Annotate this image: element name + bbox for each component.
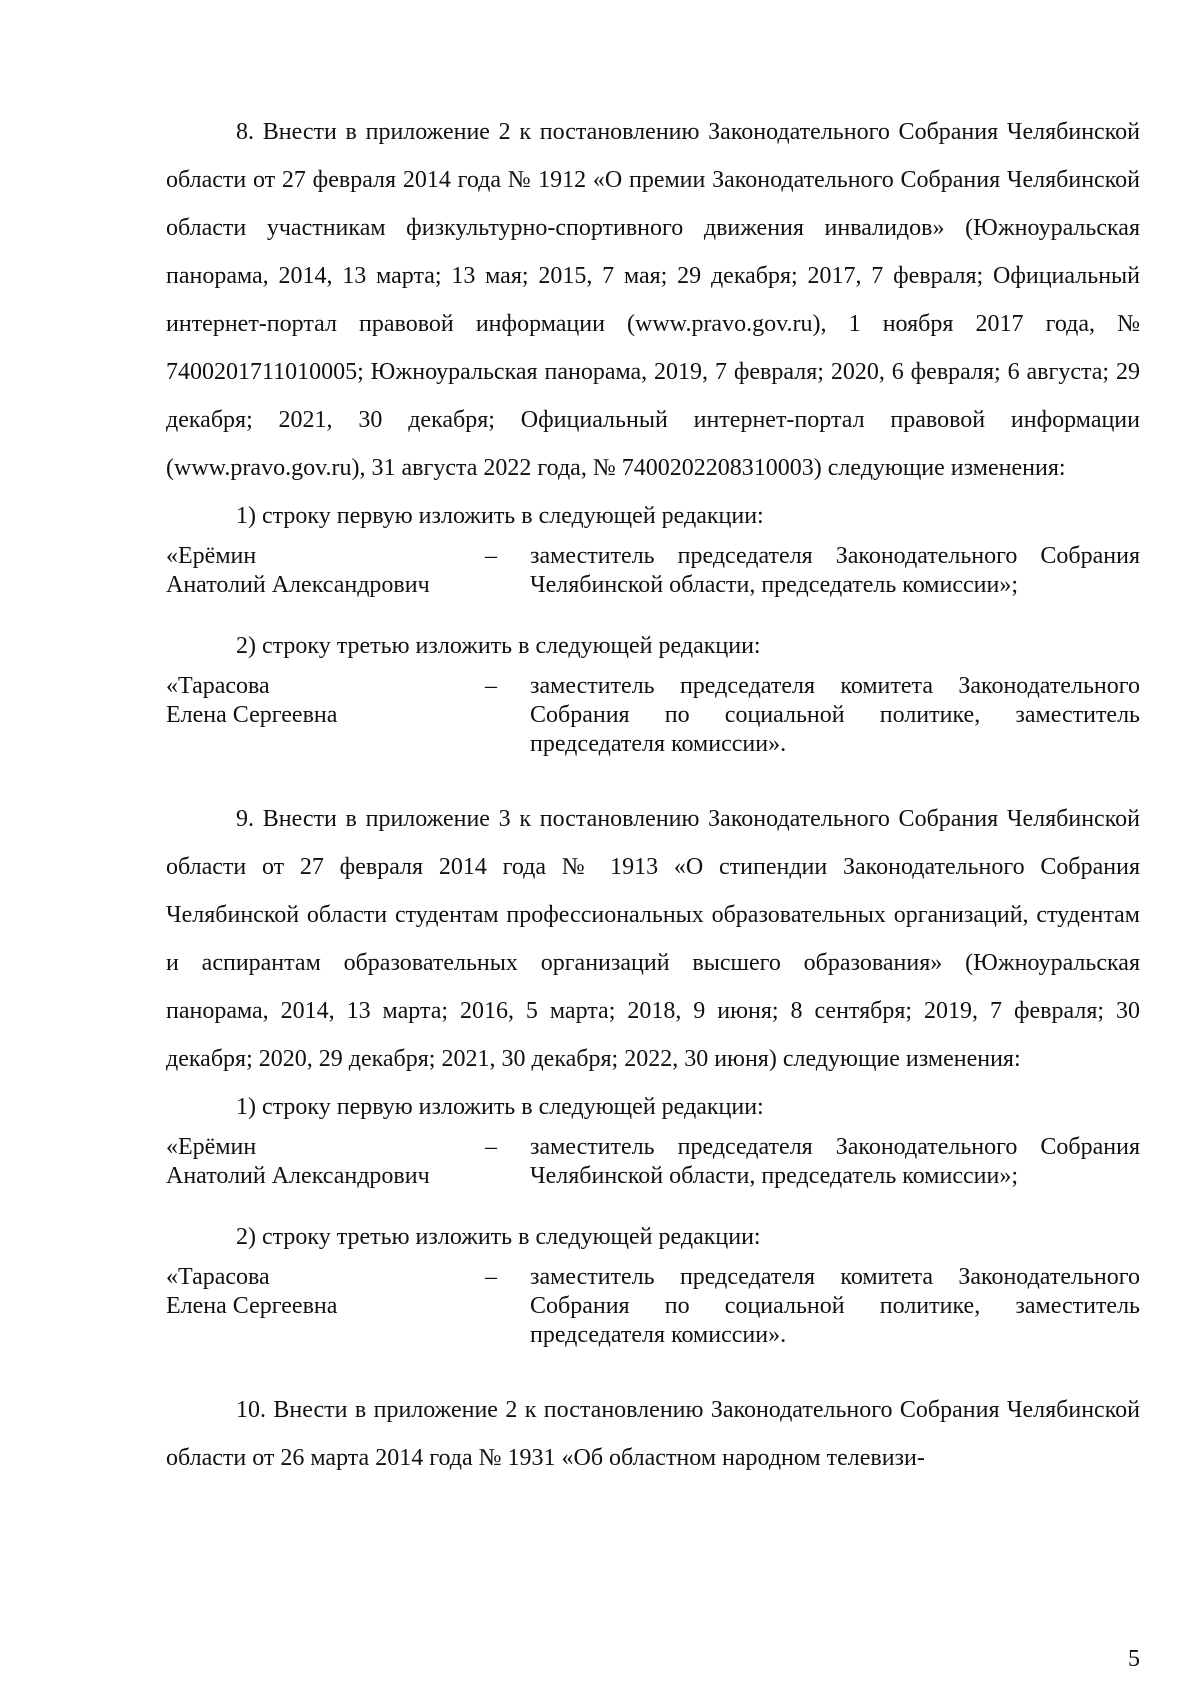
position-description: заместитель председателя комитета Законодательного Собрания по социальной политике, заместитель председателя комиссии».	[530, 1264, 1140, 1348]
name-line-2: Елена Сергеевна	[166, 1293, 338, 1319]
item-8-row-2	[166, 672, 1140, 759]
item-8-sub-1: 1) строку первую изложить в следующей редакции:	[236, 503, 764, 529]
dash: –	[485, 543, 497, 569]
name-line-2: Елена Сергеевна	[166, 702, 338, 728]
name-line-1: «Ерёмин	[166, 543, 257, 569]
item-9-row-2	[166, 1263, 1140, 1350]
item-9-paragraph: 9. Внести в приложение 3 к постановлению Законодательного Собрания Челябинской области от 27 февраля 2014 года № 1913 «О стипендии Законодательного Собрания Челябинской области студентам профессиональных образовательных организаций, студентам и аспирантам образовательных организаций высшего образования» (Южноуральская панорама, 2014, 13 марта; 2016, 5 марта; 2018, 9 июня; 8 сентября; 2019, 7 февраля; 30 декабря; 2020, 29 декабря; 2021, 30 декабря; 2022, 30 июня) следующие изменения:	[166, 806, 1140, 1072]
position-description: заместитель председателя Законодательного Собрания Челябинской области, председатель комиссии»;	[530, 1134, 1140, 1189]
page-number: 5	[1128, 1646, 1140, 1672]
item-9-sub-1: 1) строку первую изложить в следующей редакции:	[236, 1094, 764, 1120]
name-line-2: Анатолий Александрович	[166, 1163, 430, 1189]
dash: –	[485, 673, 497, 699]
item-8-paragraph: 8. Внести в приложение 2 к постановлению Законодательного Собрания Челябинской области от 27 февраля 2014 года № 1912 «О премии Законодательного Собрания Челябинской области участникам физкультурно-спортивного движения инвалидов» (Южноуральская панорама, 2014, 13 марта; 13 мая; 2015, 7 мая; 29 декабря; 2017, 7 февраля; Официальный интернет-портал правовой информации (www.pravo.gov.ru), 1 ноября 2017 года, № 7400201711010005; Южноуральская панорама, 2019, 7 февраля; 2020, 6 февраля; 6 августа; 29 декабря; 2021, 30 декабря; Официальный интернет-портал правовой информации (www.pravo.gov.ru), 31 августа 2022 года, № 7400202208310003) следующие изменения:	[166, 119, 1140, 481]
dash: –	[485, 1134, 497, 1160]
person-name	[166, 1133, 485, 1191]
position-description: заместитель председателя Законодательного Собрания Челябинской области, председатель комиссии»;	[530, 543, 1140, 598]
item-8-sub-2: 2) строку третью изложить в следующей редакции:	[236, 633, 761, 659]
item-9-sub-2: 2) строку третью изложить в следующей редакции:	[236, 1224, 761, 1250]
position-description: заместитель председателя комитета Законодательного Собрания по социальной политике, заместитель председателя комиссии».	[530, 673, 1140, 757]
dash: –	[485, 1264, 497, 1290]
item-9-row-1	[166, 1133, 1140, 1191]
person-name	[166, 1263, 485, 1321]
name-line-1: «Тарасова	[166, 673, 270, 699]
document-page	[166, 108, 1140, 1482]
item-8-row-1	[166, 542, 1140, 600]
name-line-1: «Тарасова	[166, 1264, 270, 1290]
name-line-1: «Ерёмин	[166, 1134, 257, 1160]
person-name	[166, 672, 485, 730]
item-10-paragraph: 10. Внести в приложение 2 к постановлению Законодательного Собрания Челябинской области от 26 марта 2014 года № 1931 «Об областном народном телевизи-	[166, 1397, 1140, 1471]
name-line-2: Анатолий Александрович	[166, 572, 430, 598]
person-name	[166, 542, 485, 600]
